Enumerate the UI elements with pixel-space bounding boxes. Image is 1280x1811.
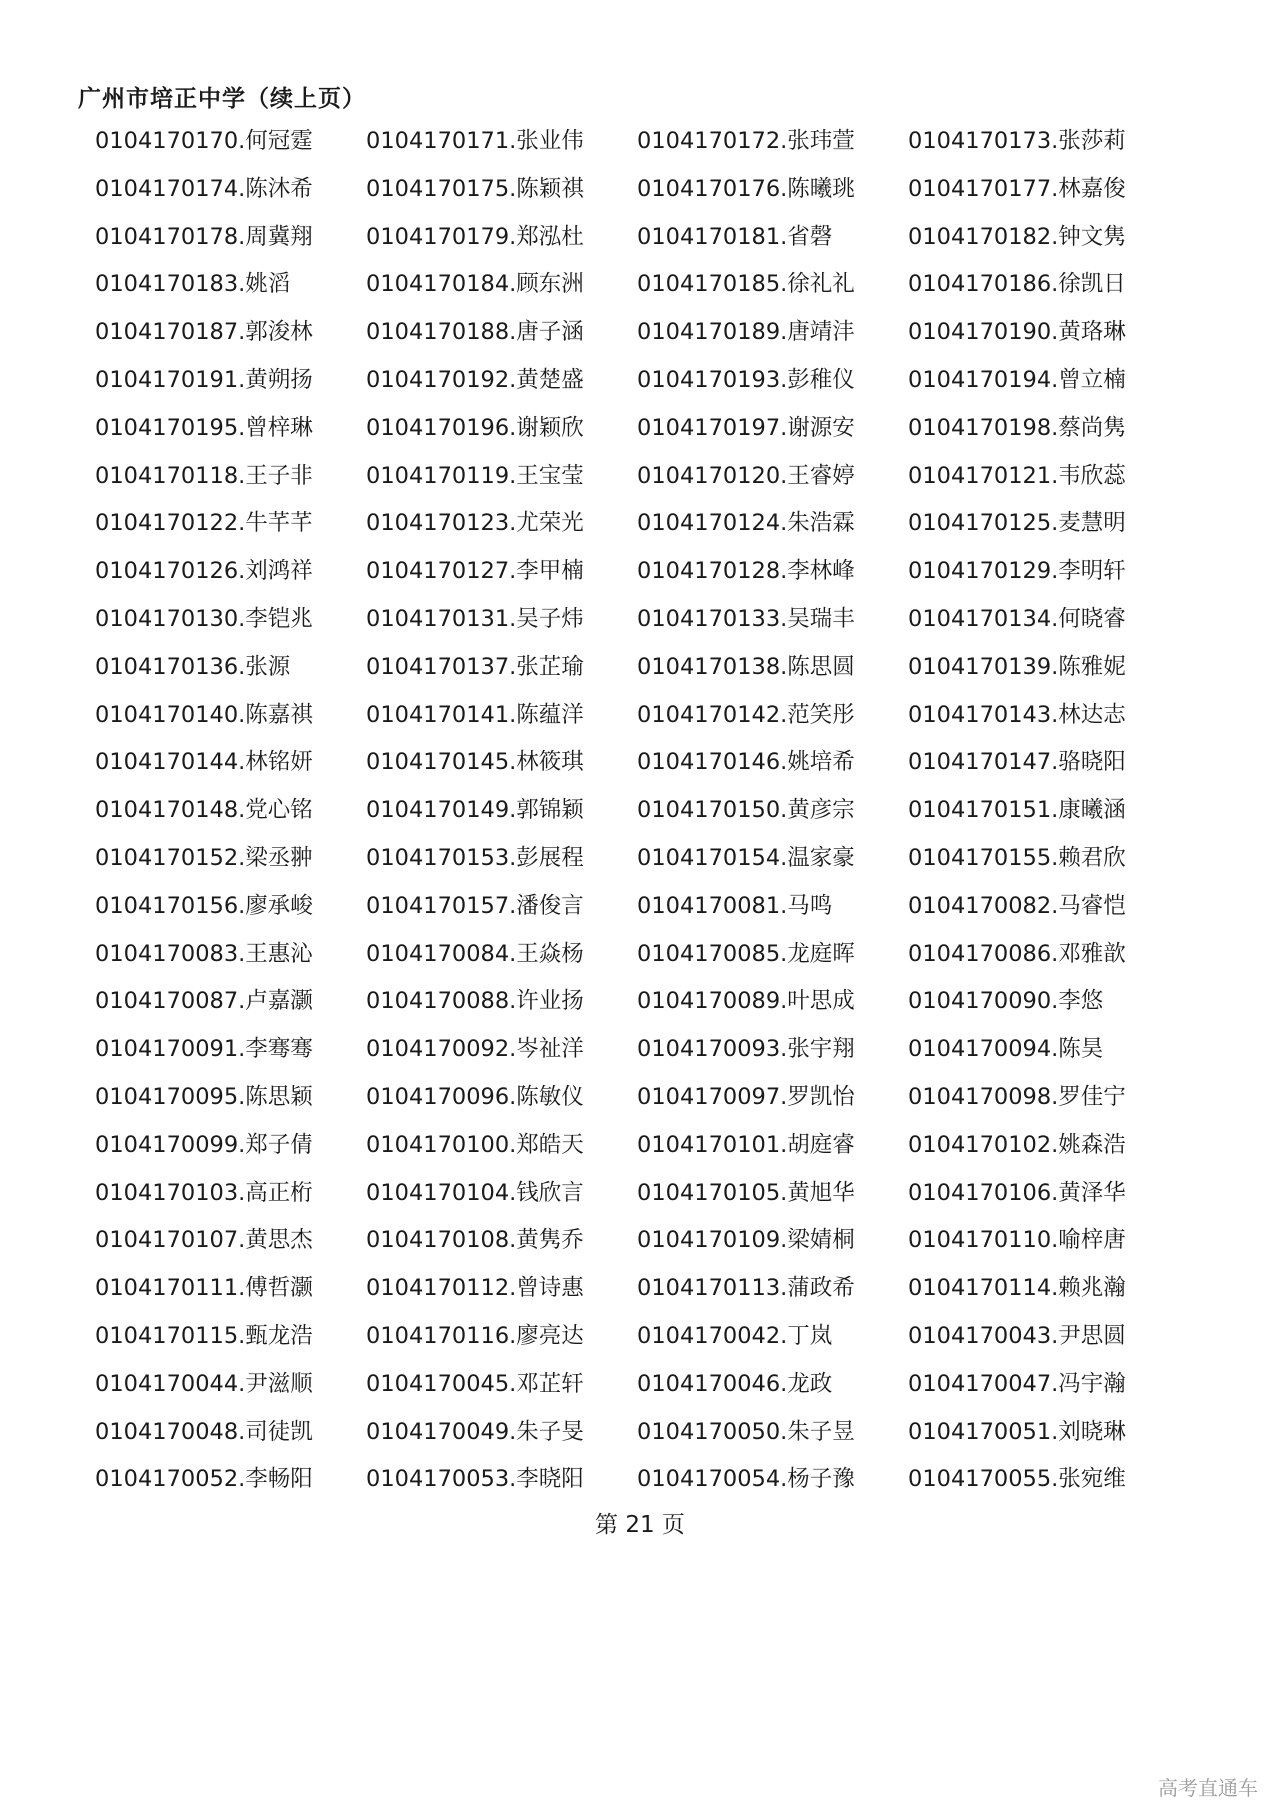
student-entry: 0104170194.曾立楠 — [908, 366, 1126, 393]
student-entry: 0104170112.曾诗惠 — [366, 1275, 584, 1302]
student-entry: 0104170106.黄泽华 — [908, 1179, 1126, 1206]
student-entry: 0104170176.陈曦珧 — [637, 175, 855, 202]
student-entry: 0104170191.黄朔扬 — [95, 366, 313, 393]
student-entry: 0104170091.李骞骞 — [95, 1036, 313, 1063]
watermark: 高考直通车 — [1158, 1776, 1258, 1800]
student-entry: 0104170111.傅哲灏 — [95, 1275, 313, 1302]
student-entry: 0104170137.张芷瑜 — [366, 653, 584, 680]
student-entry: 0104170175.陈颖祺 — [366, 175, 584, 202]
student-entry: 0104170183.姚滔 — [95, 271, 291, 298]
student-entry: 0104170129.李明轩 — [908, 558, 1126, 585]
student-entry: 0104170101.胡庭睿 — [637, 1131, 855, 1158]
student-entry: 0104170155.赖君欣 — [908, 844, 1126, 871]
student-entry: 0104170043.尹思圆 — [908, 1322, 1126, 1349]
student-entry: 0104170136.张源 — [95, 653, 291, 680]
student-entry: 0104170154.温家豪 — [637, 844, 855, 871]
student-entry: 0104170103.高正桁 — [95, 1179, 313, 1206]
student-entry: 0104170044.尹滋顺 — [95, 1370, 313, 1397]
student-entry: 0104170188.唐子涵 — [366, 319, 584, 346]
student-entry: 0104170082.马睿恺 — [908, 892, 1126, 919]
student-entry: 0104170144.林铭妍 — [95, 749, 313, 776]
student-entry: 0104170081.马鸣 — [637, 892, 833, 919]
student-entry: 0104170193.彭稚仪 — [637, 366, 855, 393]
student-entry: 0104170134.何晓睿 — [908, 605, 1126, 632]
student-entry: 0104170108.黄隽乔 — [366, 1227, 584, 1254]
student-entry: 0104170114.赖兆瀚 — [908, 1275, 1126, 1302]
student-entry: 0104170125.麦慧明 — [908, 510, 1126, 537]
student-entry: 0104170110.喻梓唐 — [908, 1227, 1126, 1254]
student-entry: 0104170195.曾梓琳 — [95, 414, 313, 441]
student-entry: 0104170054.杨子豫 — [637, 1466, 855, 1493]
student-entry: 0104170109.梁婧桐 — [637, 1227, 855, 1254]
student-entry: 0104170190.黄珞琳 — [908, 319, 1126, 346]
student-entry: 0104170105.黄旭华 — [637, 1179, 855, 1206]
student-entry: 0104170156.廖承峻 — [95, 892, 313, 919]
student-entry: 0104170172.张玮萱 — [637, 128, 855, 154]
student-entry: 0104170107.黄思杰 — [95, 1227, 313, 1254]
student-entry: 0104170096.陈敏仪 — [366, 1083, 584, 1110]
student-entry: 0104170124.朱浩霖 — [637, 510, 855, 537]
student-entry: 0104170104.钱欣言 — [366, 1179, 584, 1206]
student-entry: 0104170050.朱子昱 — [637, 1418, 855, 1445]
student-entry: 0104170149.郭锦颖 — [366, 797, 584, 824]
student-entry: 0104170153.彭展程 — [366, 844, 584, 871]
student-entry: 0104170119.王宝莹 — [366, 462, 584, 489]
student-entry: 0104170089.叶思成 — [637, 988, 855, 1015]
student-entry: 0104170121.韦欣蕊 — [908, 462, 1126, 489]
student-entry: 0104170148.党心铭 — [95, 797, 313, 824]
student-list — [95, 122, 1155, 1508]
student-entry: 0104170173.张莎莉 — [908, 128, 1126, 154]
student-entry: 0104170133.吴瑞丰 — [637, 605, 855, 632]
student-entry: 0104170198.蔡尚隽 — [908, 414, 1126, 441]
student-entry: 0104170192.黄楚盛 — [366, 366, 584, 393]
student-entry: 0104170184.顾东洲 — [366, 271, 584, 298]
student-entry: 0104170187.郭浚林 — [95, 319, 313, 346]
student-entry: 0104170100.郑皓天 — [366, 1131, 584, 1158]
student-entry: 0104170048.司徒凯 — [95, 1418, 313, 1445]
student-entry: 0104170150.黄彦宗 — [637, 797, 855, 824]
student-entry: 0104170179.郑泓杜 — [366, 223, 584, 250]
student-entry: 0104170181.省磬 — [637, 223, 833, 250]
student-entry: 0104170178.周冀翔 — [95, 223, 313, 250]
student-entry: 0104170142.范笑彤 — [637, 701, 855, 728]
student-entry: 0104170047.冯宇瀚 — [908, 1370, 1126, 1397]
student-entry: 0104170094.陈昊 — [908, 1036, 1104, 1063]
student-entry: 0104170123.尤荣光 — [366, 510, 584, 537]
student-entry: 0104170087.卢嘉灏 — [95, 988, 313, 1015]
student-entry: 0104170084.王焱杨 — [366, 940, 584, 967]
student-entry: 0104170086.邓雅歆 — [908, 940, 1126, 967]
student-entry: 0104170127.李甲楠 — [366, 558, 584, 585]
student-entry: 0104170116.廖亮达 — [366, 1322, 584, 1349]
student-entry: 0104170097.罗凯怡 — [637, 1083, 855, 1110]
student-entry: 0104170170.何冠霆 — [95, 128, 313, 154]
student-entry: 0104170042.丁岚 — [637, 1322, 833, 1349]
student-entry: 0104170140.陈嘉祺 — [95, 701, 313, 728]
student-entry: 0104170085.龙庭晖 — [637, 940, 855, 967]
student-entry: 0104170115.甄龙浩 — [95, 1322, 313, 1349]
student-entry: 0104170092.岑祉洋 — [366, 1036, 584, 1063]
student-entry: 0104170171.张业伟 — [366, 128, 584, 154]
student-entry: 0104170046.龙政 — [637, 1370, 833, 1397]
school-title: 广州市培正中学（续上页） — [78, 86, 366, 112]
student-entry: 0104170146.姚培希 — [637, 749, 855, 776]
student-entry: 0104170138.陈思圆 — [637, 653, 855, 680]
student-entry: 0104170053.李晓阳 — [366, 1466, 584, 1493]
student-entry: 0104170128.李林峰 — [637, 558, 855, 585]
student-entry: 0104170182.钟文隽 — [908, 223, 1126, 250]
student-entry: 0104170177.林嘉俊 — [908, 175, 1126, 202]
student-entry: 0104170189.唐靖沣 — [637, 319, 855, 346]
student-entry: 0104170095.陈思颖 — [95, 1083, 313, 1110]
student-entry: 0104170185.徐礼礼 — [637, 271, 855, 298]
student-entry: 0104170145.林筱琪 — [366, 749, 584, 776]
student-entry: 0104170126.刘鸿祥 — [95, 558, 313, 585]
student-entry: 0104170141.陈蕴洋 — [366, 701, 584, 728]
student-entry: 0104170118.王子非 — [95, 462, 313, 489]
student-entry: 0104170174.陈沐希 — [95, 175, 313, 202]
student-entry: 0104170196.谢颖欣 — [366, 414, 584, 441]
student-entry: 0104170045.邓芷轩 — [366, 1370, 584, 1397]
student-entry: 0104170093.张宇翔 — [637, 1036, 855, 1063]
student-entry: 0104170113.蒲政希 — [637, 1275, 855, 1302]
student-entry: 0104170099.郑子倩 — [95, 1131, 313, 1158]
student-entry: 0104170197.谢源安 — [637, 414, 855, 441]
page-number: 第 21 页 — [595, 1512, 685, 1538]
student-entry: 0104170098.罗佳宁 — [908, 1083, 1126, 1110]
student-entry: 0104170090.李悠 — [908, 988, 1104, 1015]
student-entry: 0104170130.李铠兆 — [95, 605, 313, 632]
student-entry: 0104170152.梁丞翀 — [95, 844, 313, 871]
student-entry: 0104170052.李畅阳 — [95, 1466, 313, 1493]
student-entry: 0104170120.王睿婷 — [637, 462, 855, 489]
student-entry: 0104170151.康曦涵 — [908, 797, 1126, 824]
student-entry: 0104170131.吴子炜 — [366, 605, 584, 632]
student-entry: 0104170088.许业扬 — [366, 988, 584, 1015]
student-entry: 0104170102.姚森浩 — [908, 1131, 1126, 1158]
student-entry: 0104170122.牛芊芊 — [95, 510, 313, 537]
student-entry: 0104170083.王惠沁 — [95, 940, 313, 967]
student-entry: 0104170147.骆晓阳 — [908, 749, 1126, 776]
student-entry: 0104170157.潘俊言 — [366, 892, 584, 919]
student-entry: 0104170051.刘晓琳 — [908, 1418, 1126, 1445]
student-entry: 0104170049.朱子旻 — [366, 1418, 584, 1445]
student-entry: 0104170143.林达志 — [908, 701, 1126, 728]
student-entry: 0104170139.陈雅妮 — [908, 653, 1126, 680]
student-entry: 0104170055.张宛维 — [908, 1466, 1126, 1493]
student-entry: 0104170186.徐凯日 — [908, 271, 1126, 298]
